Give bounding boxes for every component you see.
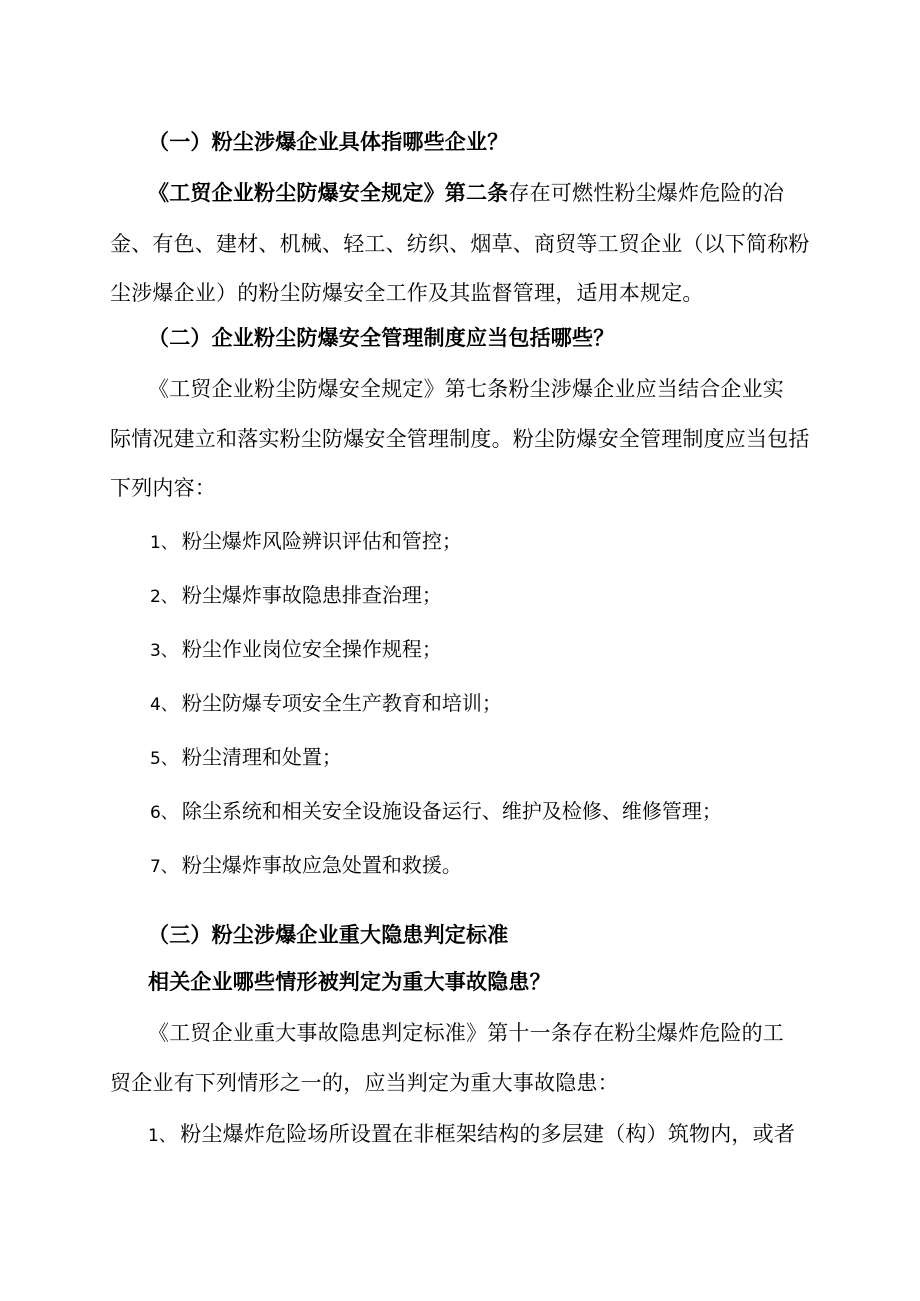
list-item: [150, 580, 442, 612]
section1-paragraph-line2: 金、有色、建材、机械、轻工、纺织、烟草、商贸等工贸企业（以下简称粉: [110, 232, 810, 256]
section3-item1: [148, 1119, 848, 1151]
list-text: 粉尘防爆专项安全生产教育和培训；: [181, 691, 502, 715]
list-item: [150, 526, 462, 558]
section2-paragraph-line2: 际情况建立和落实粉尘防爆安全管理制度。粉尘防爆安全管理制度应当包括: [110, 427, 810, 451]
list-item: [150, 634, 442, 666]
list-text: 粉尘爆炸事故应急处置和救援。: [181, 853, 462, 877]
list-text: 粉尘爆炸事故隐患排查治理；: [181, 583, 442, 607]
section2-paragraph-line1: 《工贸企业粉尘防爆安全规定》第七条粉尘涉爆企业应当结合企业实: [148, 377, 784, 401]
list-number: 6、: [150, 803, 178, 823]
list-item: [150, 796, 722, 828]
list-number: 1、: [148, 1126, 177, 1146]
list-text: 粉尘爆炸危险场所设置在非框架结构的多层建（构）筑物内，或者: [180, 1122, 796, 1146]
list-text: 粉尘作业岗位安全操作规程；: [181, 637, 442, 661]
section3-heading: （三）粉尘涉爆企业重大隐患判定标准: [148, 922, 509, 947]
section1-line1-rest: 存在可燃性粉尘爆炸危险的冶: [508, 181, 785, 205]
section1-heading: （一）粉尘涉爆企业具体指哪些企业？: [148, 129, 509, 154]
section3-subheading: 相关企业哪些情形被判定为重大事故隐患？: [148, 969, 551, 994]
section1-paragraph-line1: [148, 178, 848, 208]
list-text: 粉尘爆炸风险辨识评估和管控；: [181, 529, 462, 553]
section1-paragraph-line3: 尘涉爆企业）的粉尘防爆安全工作及其监督管理，适用本规定。: [110, 281, 704, 305]
list-number: 2、: [150, 587, 178, 607]
list-text: 除尘系统和相关安全设施设备运行、维护及检修、维修管理；: [181, 799, 722, 823]
list-number: 1、: [150, 533, 178, 553]
list-item: [150, 850, 462, 882]
regulation-reference: 《工贸企业粉尘防爆安全规定》第二条: [148, 180, 509, 205]
section3-paragraph-line2: 贸企业有下列情形之一的，应当判定为重大事故隐患：: [110, 1071, 619, 1095]
list-number: 4、: [150, 695, 178, 715]
section2-paragraph-line3: 下列内容：: [110, 476, 216, 500]
list-number: 3、: [150, 641, 178, 661]
list-item: [150, 742, 342, 774]
list-item: [150, 688, 502, 720]
section3-paragraph-line1: 《工贸企业重大事故隐患判定标准》第十一条存在粉尘爆炸危险的工: [148, 1021, 784, 1045]
section2-heading: （二）企业粉尘防爆安全管理制度应当包括哪些？: [148, 325, 615, 350]
list-text: 粉尘清理和处置；: [181, 745, 342, 769]
list-number: 7、: [150, 857, 178, 877]
list-number: 5、: [150, 749, 178, 769]
